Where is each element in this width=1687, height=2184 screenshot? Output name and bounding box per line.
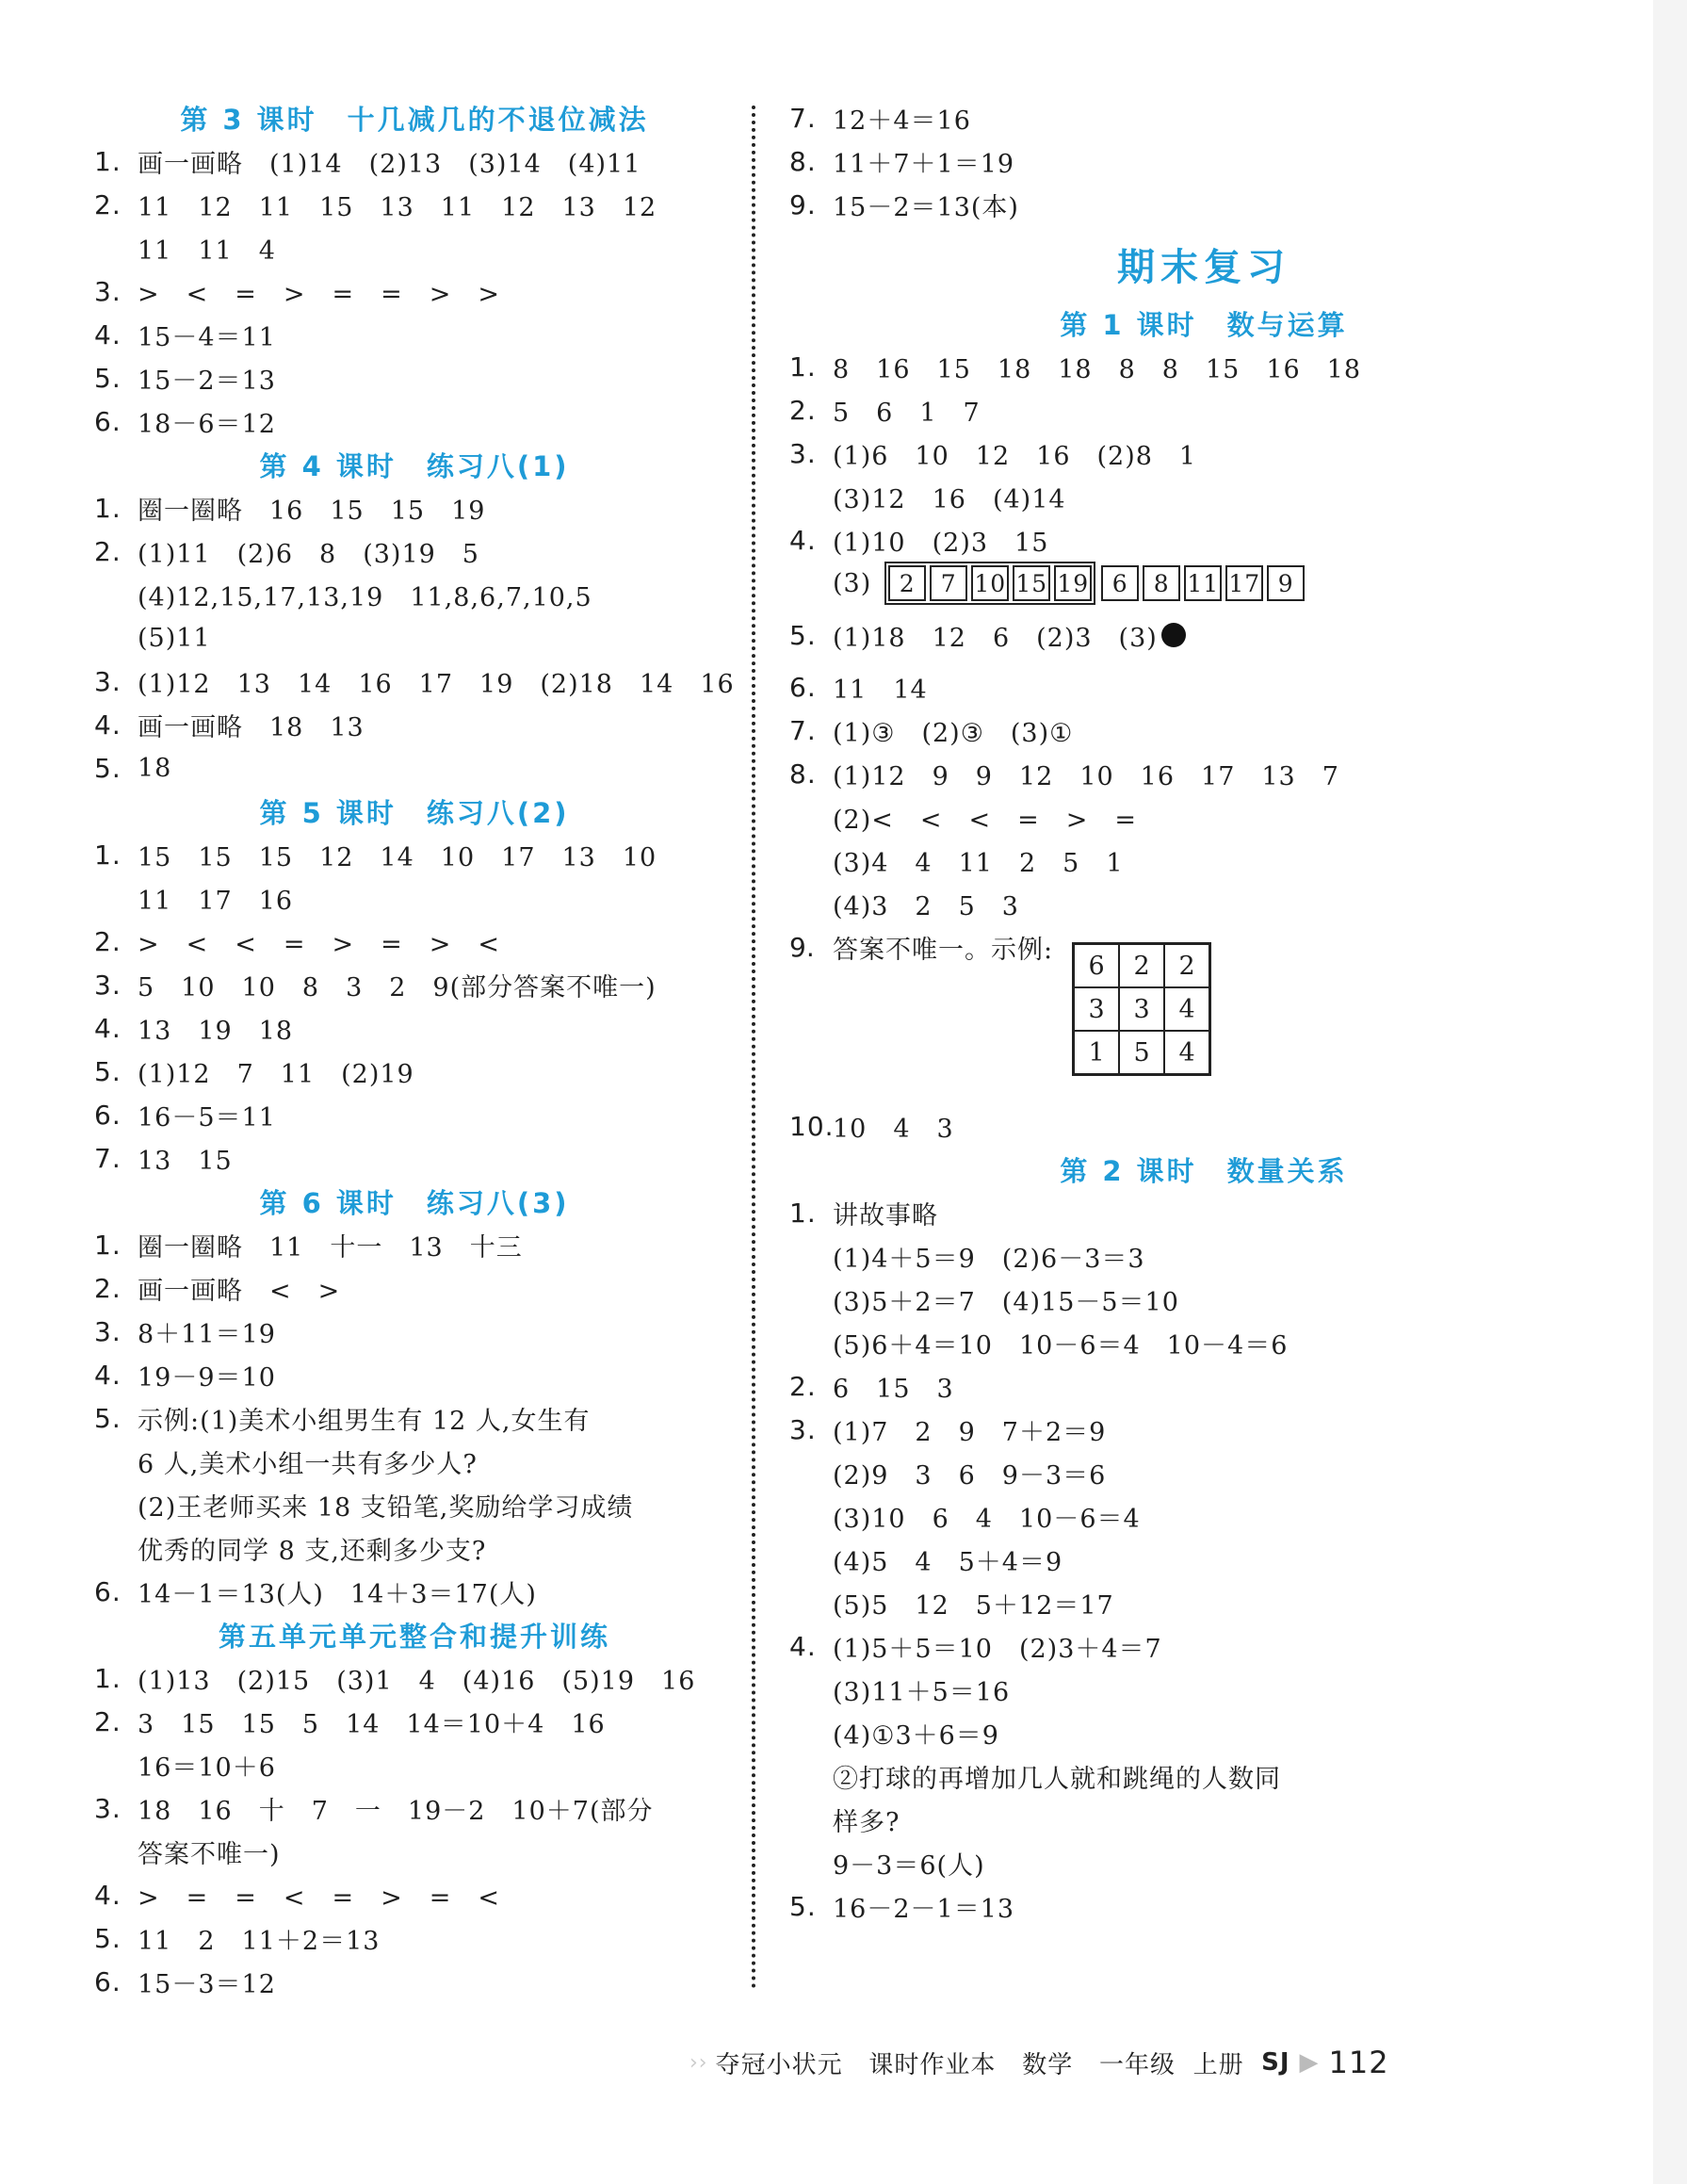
question-number: 2. — [94, 1272, 122, 1304]
answer-continuation: (5)6＋4＝10 10－6＝4 10－4＝6 — [833, 1330, 1289, 1361]
answer-text: 18－6＝12 — [138, 409, 276, 439]
answer-text: 13 19 18 — [138, 1016, 294, 1046]
question-number: 3. — [789, 437, 817, 469]
answer-continuation: 16＝10＋6 — [138, 1752, 276, 1783]
question-number: 5. — [94, 752, 122, 784]
question-number: 2. — [94, 1705, 122, 1737]
answer-text: 11 2 11＋2＝13 — [138, 1926, 381, 1956]
question-number: 5. — [94, 1402, 122, 1434]
footer-book: 课时作业本 — [868, 2050, 997, 2079]
answer-text: > = = < = > = < — [138, 1882, 500, 1913]
answer-continuation: 11 11 4 — [138, 236, 276, 266]
q4-sub-label: (3) — [833, 568, 872, 598]
answer-line — [94, 1310, 735, 1353]
answer-continuation: 答案不唯一) — [138, 1839, 281, 1869]
answer-text: > < < = > = > < — [138, 929, 500, 959]
question-number: 3. — [94, 1792, 122, 1824]
answer-line — [789, 925, 1618, 1104]
answer-text: (1)18 12 6 (2)3 (3) — [833, 623, 1158, 653]
answer-text: 3 15 15 5 14 14＝10＋4 16 — [138, 1709, 606, 1739]
question-number: 5. — [94, 1922, 122, 1954]
number-box: 17 — [1225, 565, 1263, 601]
answer-line — [94, 1786, 735, 1830]
question-number: 10. — [789, 1110, 835, 1142]
answer-text: 圈一圈略 11 十一 13 十三 — [138, 1232, 523, 1263]
question-number: 4. — [789, 1630, 817, 1662]
answer-text: 18 16 十 7 一 19－2 10＋7(部分 — [138, 1796, 654, 1826]
section-heading: 第 1 课时 数与运算 — [1060, 308, 1348, 341]
question-number: 1. — [94, 1229, 122, 1261]
answer-continuation: (1)4＋5＝9 (2)6－3＝3 — [833, 1244, 1145, 1274]
right-column — [789, 96, 1618, 1928]
answer-line — [94, 486, 735, 530]
footer-brand: 夺冠小状元 — [715, 2050, 843, 2079]
answer-line — [94, 1570, 735, 1613]
answer-continuation: 优秀的同学 8 支,还剩多少支? — [138, 1536, 487, 1566]
grid-cell: 3 — [1119, 987, 1164, 1031]
answer-text: 6 15 3 — [833, 1374, 954, 1404]
footer-decoration: ›› — [689, 2050, 708, 2075]
question-number: 2. — [94, 925, 122, 957]
answer-line — [94, 1396, 735, 1440]
answer-line — [789, 1364, 1618, 1408]
grid-cell: 2 — [1164, 944, 1209, 987]
answer-line — [94, 833, 735, 876]
number-box: 11 — [1184, 565, 1222, 601]
right-after-items — [789, 665, 1618, 925]
grid-cell: 6 — [1074, 944, 1119, 987]
answer-text: 画一画略 < > — [138, 1276, 341, 1306]
section-heading: 第 3 课时 十几减几的不退位减法 — [180, 103, 649, 136]
question-number: 1. — [789, 350, 817, 383]
question-number: 3. — [94, 969, 122, 1001]
answer-line — [94, 139, 735, 183]
footer-volume: 上册 — [1192, 2050, 1244, 2079]
question-number: 9. — [789, 931, 815, 963]
answer-text: (1)12 9 9 12 10 16 17 13 7 — [833, 761, 1339, 791]
question-number: 1. — [94, 1662, 122, 1694]
question-number: 1. — [94, 145, 122, 177]
answer-line — [94, 1873, 735, 1916]
answer-continuation: ②打球的再增加几人就和跳绳的人数同 — [833, 1764, 1281, 1794]
answer-line — [789, 345, 1618, 388]
question-number: 7. — [94, 1142, 122, 1174]
answer-text: 15－2＝13 — [138, 366, 276, 396]
grid-cell: 4 — [1164, 987, 1209, 1031]
answer-text: (1)13 (2)15 (3)1 4 (4)16 (5)19 16 — [138, 1666, 696, 1696]
section-heading: 第五单元单元整合和提升训练 — [218, 1620, 610, 1653]
answer-line — [789, 752, 1618, 795]
question-number: 4. — [94, 709, 122, 741]
answer-text: 13 15 — [138, 1146, 233, 1176]
question-number: 7. — [789, 102, 817, 134]
answer-text: 15－2＝13(本) — [833, 192, 1019, 222]
answer-continuation: (5)11 — [138, 623, 211, 653]
answer-line — [94, 1353, 735, 1396]
number-box: 8 — [1143, 565, 1180, 601]
question-number: 5. — [789, 619, 817, 651]
answer-line — [789, 388, 1618, 432]
answer-continuation: (3)10 6 4 10－6＝4 — [833, 1504, 1141, 1534]
question-number: 1. — [94, 492, 122, 524]
answer-text: (1)12 13 14 16 17 19 (2)18 14 16 — [138, 669, 735, 699]
answer-text: 8＋11＝19 — [138, 1319, 276, 1349]
answer-line — [789, 665, 1618, 709]
question-number: 6. — [94, 405, 122, 437]
question-number: 2. — [789, 1370, 817, 1402]
question-number: 8. — [789, 758, 817, 790]
question-number: 2. — [94, 535, 122, 567]
question-number: 6. — [789, 671, 817, 703]
answer-continuation: (3)4 4 11 2 5 1 — [833, 848, 1124, 878]
answer-text: 16－5＝11 — [138, 1102, 276, 1133]
arrow-icon: ▶ — [1299, 2048, 1320, 2077]
answer-continuation: (4)①3＋6＝9 — [833, 1720, 999, 1751]
answer-text: (1)10 (2)3 15 — [833, 528, 1049, 558]
page-edge-shadow — [1653, 0, 1687, 2184]
answer-line — [94, 660, 735, 703]
answer-line — [94, 1266, 735, 1310]
answer-line — [94, 399, 735, 443]
answer-text: (1)11 (2)6 8 (3)19 5 — [138, 539, 479, 569]
answer-text: 5 10 10 8 3 2 9(部分答案不唯一) — [138, 972, 657, 1002]
answer-line — [789, 518, 1618, 562]
answer-continuation: (2)9 3 6 9－3＝6 — [833, 1460, 1107, 1491]
answer-line — [789, 1104, 1618, 1148]
answer-line — [789, 605, 1618, 665]
page-number: 112 — [1328, 2045, 1389, 2080]
number-box: 19 — [1054, 565, 1092, 601]
answer-line — [789, 709, 1618, 752]
question-number: 4. — [94, 1879, 122, 1911]
footer-subject: 数学 — [1022, 2050, 1074, 2079]
question-number: 3. — [94, 275, 122, 307]
question-number: 1. — [94, 839, 122, 871]
answer-line — [94, 703, 735, 746]
left-column — [94, 96, 735, 2003]
answer-text: 16－2－1＝13 — [833, 1894, 1015, 1924]
question-number: 6. — [94, 1099, 122, 1131]
answer-text: > < = > = = > > — [138, 279, 500, 309]
answer-text: 5 6 1 7 — [833, 398, 981, 428]
answer-continuation: (4)12,15,17,13,19 11,8,6,7,10,5 — [138, 582, 592, 612]
question-number: 3. — [94, 665, 122, 697]
number-box: 2 — [888, 565, 926, 601]
answer-line — [94, 1050, 735, 1093]
page-footer — [689, 2045, 1389, 2080]
answer-line — [789, 96, 1618, 139]
question-number: 1. — [789, 1197, 817, 1229]
answer-text: 12＋4＝16 — [833, 106, 971, 136]
answer-continuation: (4)3 2 5 3 — [833, 891, 1019, 921]
answer-text: 画一画略 18 13 — [138, 712, 365, 742]
number-boxes — [1101, 565, 1308, 601]
number-grid — [1072, 942, 1211, 1076]
question-number: 5. — [94, 362, 122, 394]
answer-continuation: (3)11＋5＝16 — [833, 1677, 1011, 1707]
grid-cell: 3 — [1074, 987, 1119, 1031]
answer-text: 15 15 15 12 14 10 17 13 10 — [138, 842, 657, 872]
answer-line — [789, 183, 1618, 226]
number-box: 10 — [971, 565, 1009, 601]
question-number: 2. — [789, 394, 817, 426]
answer-text: 11 12 11 15 13 11 12 13 12 — [138, 192, 657, 222]
section-title: 期末复习 — [1117, 245, 1290, 289]
answer-text: 15－4＝11 — [138, 322, 276, 352]
answer-line — [94, 1093, 735, 1136]
question-number: 4. — [789, 524, 817, 556]
answer-text: 答案不唯一。示例: — [833, 935, 1054, 965]
footer-edition: SJ — [1261, 2048, 1290, 2077]
answer-continuation: 样多? — [833, 1807, 900, 1837]
answer-text: 18 — [138, 753, 172, 783]
answer-line — [789, 1884, 1618, 1928]
number-box: 9 — [1267, 565, 1305, 601]
section-heading: 第 4 课时 练习八(1) — [259, 449, 570, 482]
question-number: 3. — [94, 1315, 122, 1347]
answer-line — [94, 1916, 735, 1960]
answer-text: (1)5＋5＝10 (2)3＋4＝7 — [833, 1634, 1162, 1664]
question-number: 3. — [789, 1413, 817, 1445]
answer-line — [94, 920, 735, 963]
answer-line — [94, 1656, 735, 1700]
answer-text: 圈一圈略 16 15 15 19 — [138, 496, 486, 526]
answer-continuation: (2)< < < = > = — [833, 805, 1137, 835]
answer-text: 讲故事略 — [833, 1200, 938, 1231]
column-divider — [752, 106, 755, 1990]
answer-continuation: 6 人,美术小组一共有多少人? — [138, 1449, 478, 1479]
section-heading: 第 5 课时 练习八(2) — [259, 796, 570, 829]
answer-line — [94, 530, 735, 573]
answer-line — [94, 183, 735, 226]
number-box: 6 — [1101, 565, 1139, 601]
question-number: 4. — [94, 1359, 122, 1391]
answer-line — [789, 139, 1618, 183]
answer-text: (1)③ (2)③ (3)① — [833, 718, 1074, 748]
answer-line — [94, 1136, 735, 1180]
question-number: 5. — [94, 1055, 122, 1087]
q4-sequence-line — [789, 562, 1618, 605]
answer-line — [94, 746, 735, 790]
question-number: 6. — [94, 1965, 122, 1997]
question-number: 7. — [789, 714, 817, 746]
question-number: 4. — [94, 1012, 122, 1044]
answer-continuation: (3)12 16 (4)14 — [833, 484, 1066, 514]
answer-line — [94, 313, 735, 356]
number-box: 15 — [1013, 565, 1050, 601]
answer-line — [94, 1960, 735, 2003]
answer-line — [789, 1624, 1618, 1668]
question-number: 4. — [94, 318, 122, 350]
grid-cell: 5 — [1119, 1031, 1164, 1074]
answer-line — [789, 432, 1618, 475]
answer-continuation: (2)王老师买来 18 支铅笔,奖励给学习成绩 — [138, 1492, 634, 1523]
answer-text: (1)12 7 11 (2)19 — [138, 1059, 414, 1089]
answer-line — [94, 1006, 735, 1050]
question-number: 5. — [789, 1890, 817, 1922]
filled-circle-icon — [1161, 623, 1186, 647]
answer-text: 14－1＝13(人) 14＋3＝17(人) — [138, 1579, 537, 1609]
answer-text: 19－9＝10 — [138, 1362, 276, 1393]
answer-continuation: (3)5＋2＝7 (4)15－5＝10 — [833, 1287, 1179, 1317]
footer-grade: 一年级 — [1099, 2050, 1176, 2079]
answer-line — [94, 269, 735, 313]
question-number: 6. — [94, 1575, 122, 1607]
answer-text: (1)7 2 9 7＋2＝9 — [833, 1417, 1107, 1447]
answer-line — [94, 1700, 735, 1743]
answer-continuation: (5)5 12 5＋12＝17 — [833, 1590, 1114, 1621]
answer-text: (1)6 10 12 16 (2)8 1 — [833, 441, 1197, 471]
answer-line — [789, 1408, 1618, 1451]
answer-line — [789, 1191, 1618, 1234]
question-number: 8. — [789, 145, 817, 177]
answer-text: 10 4 3 — [833, 1114, 954, 1144]
right-mid-items — [789, 302, 1618, 562]
answer-continuation: 9－3＝6(人) — [833, 1850, 985, 1881]
circled-number-group — [884, 562, 1095, 605]
answer-line — [94, 1223, 735, 1266]
answer-text: 示例:(1)美术小组男生有 12 人,女生有 — [138, 1406, 591, 1436]
answer-continuation: (4)5 4 5＋4＝9 — [833, 1547, 1063, 1577]
question-number: 9. — [789, 188, 817, 220]
section-heading: 第 6 课时 练习八(3) — [259, 1186, 570, 1219]
answer-line — [94, 356, 735, 399]
number-sequence — [884, 562, 1308, 605]
section-heading: 第 2 课时 数量关系 — [1060, 1154, 1348, 1187]
right-end-items — [789, 1104, 1618, 1928]
answer-continuation: 11 17 16 — [138, 886, 294, 916]
answer-text: 15－3＝12 — [138, 1969, 276, 1999]
number-box: 7 — [930, 565, 967, 601]
right-top-items — [789, 96, 1618, 226]
answer-text: 画一画略 (1)14 (2)13 (3)14 (4)11 — [138, 149, 641, 179]
grid-cell: 1 — [1074, 1031, 1119, 1074]
answer-text: 11 14 — [833, 675, 928, 705]
answer-text: 8 16 15 18 18 8 8 15 16 18 — [833, 354, 1362, 384]
grid-cell: 4 — [1164, 1031, 1209, 1074]
grid-cell: 2 — [1119, 944, 1164, 987]
question-number: 2. — [94, 188, 122, 220]
answer-text: 11＋7＋1＝19 — [833, 149, 1015, 179]
answer-line — [94, 963, 735, 1006]
